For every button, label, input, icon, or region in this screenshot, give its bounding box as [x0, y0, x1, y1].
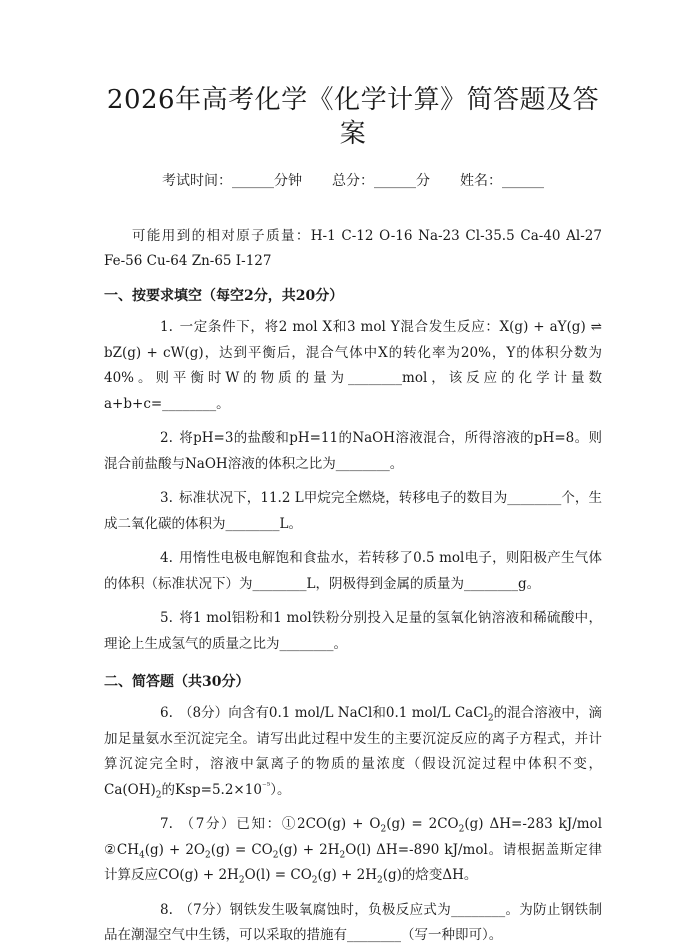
subscript: 2 [238, 875, 245, 886]
question-number: 7. [160, 816, 173, 832]
subscript: 2 [458, 824, 465, 835]
question-text-part: (g) + 2H [317, 867, 377, 883]
question-text: 将pH=3的盐酸和pH=11的NaOH溶液混合，所得溶液的pH=8。则混合前盐酸与NaOH溶液的体积之比为________。 [104, 430, 602, 472]
question-text: 将1 mol铝粉和1 mol铁粉分别投入足量的氢氧化钠溶液和稀硫酸中，理论上生成氢气的质量之比为________。 [104, 610, 602, 652]
question-7 [104, 812, 602, 889]
section-1-heading: 一、按要求填空（每空2分，共20分） [104, 288, 344, 304]
question-text: 一定条件下，将2 mol X和3 mol Y混合发生反应：X(g) + aY(g) ⇌ bZ(g) + cW(g)，达到平衡后，混合气体中X的转化率为20%，Y的体积分数为40%。则平衡时W的物质的量为________mol，该反应的化学计量数a+b+c=________。 [104, 319, 602, 412]
question-text-part: （8分）向含有0.1 mol/L NaCl和0.1 mol/L CaCl [178, 705, 488, 721]
question-text-part: (g) = CO [210, 841, 273, 858]
question-text: 标准状况下，11.2 L甲烷完全燃烧，转移电子的数目为________个，生成二氧化碳的体积为________L。 [104, 490, 602, 532]
exam-meta [104, 171, 602, 191]
name-field: 姓名：______ [460, 173, 544, 189]
subscript: 2 [380, 824, 387, 835]
question-text: 用惰性电极电解饱和食盐水，若转移了0.5 mol电子，则阳极产生气体的体积（标准状况下）为________L，阴极得到金属的质量为________g。 [104, 550, 602, 592]
subscript: 2 [155, 790, 162, 801]
question-8 [104, 898, 602, 949]
subscript: 4 [138, 850, 145, 861]
subscript: 2 [272, 850, 279, 861]
atomic-mass-note: 可能用到的相对原子质量：H-1 C-12 O-16 Na-23 Cl-35.5 Ca-40 Al-27 Fe-56 Cu-64 Zn-65 I-127 [104, 228, 602, 269]
question-text-part: (g)的焓变ΔH。 [382, 867, 478, 883]
question-number: 8. [160, 901, 173, 918]
subscript: 2 [376, 875, 383, 886]
question-text-part: ）。 [270, 781, 291, 798]
question-number: 1. [160, 319, 173, 335]
subscript: 2 [339, 850, 346, 861]
question-text-part: (g) ΔH=-283 kJ/mol ②CH [104, 816, 603, 858]
question-number: 5. [160, 610, 173, 626]
question-5 [104, 606, 602, 657]
question-text-part: (g) + 2H [278, 841, 340, 858]
question-text-part: (g) + 2O [144, 841, 205, 858]
question-number: 6. [160, 705, 173, 721]
subscript: 2 [487, 713, 494, 724]
question-3 [104, 486, 602, 537]
question-2 [104, 426, 602, 477]
section-2-heading: 二、简答题（共30分） [104, 674, 250, 690]
question-text-part: (g) = 2CO [386, 816, 459, 832]
question-text-part: O(l) = CO [244, 867, 312, 883]
question-number: 3. [160, 490, 173, 506]
question-number: 2. [160, 430, 173, 446]
question-text-part: （7分）已知：①2CO(g) + O [178, 816, 381, 832]
superscript: ⁻⁵ [261, 781, 271, 791]
page-title: 2026年高考化学《化学计算》简答题及答案 [106, 85, 600, 149]
question-text-part: 的混合溶液中，滴加足量氨水至沉淀完全。请写出此过程中发生的主要沉淀反应的离子方程式，并计算沉淀完全时，溶液中氯离子的物质的量浓度（假设沉淀过程中体积不变，Ca(OH) [104, 705, 603, 798]
question-text: （7分）钢铁发生吸氧腐蚀时，负极反应式为________。为防止钢铁制品在潮湿空气中生锈，可以采取的措施有________（写一种即可）。 [104, 901, 602, 943]
subscript: 2 [311, 875, 318, 886]
subscript: 2 [205, 850, 211, 861]
question-4 [104, 546, 602, 597]
total-score-field: 总分：______分 [332, 173, 430, 189]
question-text-part: O(l) ΔH=-890 kJ/mol。请根据盖斯定律计算反应CO(g) + 2H [104, 841, 602, 883]
exam-time-field: 考试时间：______分钟 [162, 173, 302, 189]
question-1 [104, 315, 602, 417]
question-text-part: 的Ksp=5.2×10 [161, 781, 262, 798]
question-number: 4. [160, 550, 173, 566]
question-6 [104, 701, 602, 803]
